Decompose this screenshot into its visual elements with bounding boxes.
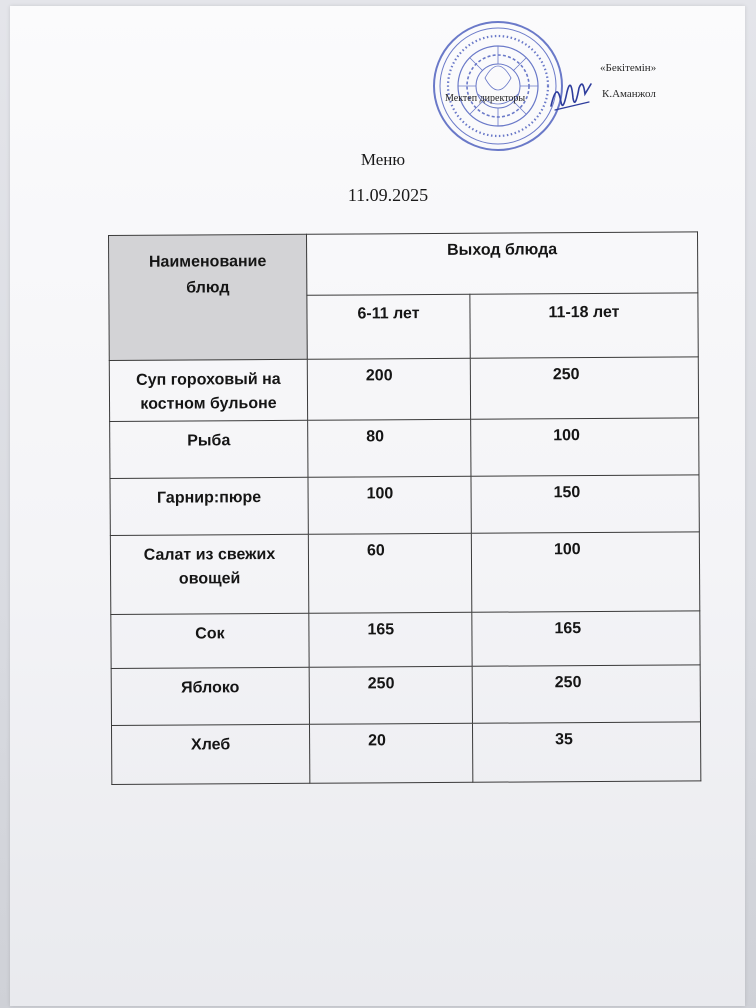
header-output: Выход блюда (306, 232, 697, 296)
portion-11-18: 100 (471, 532, 699, 612)
approval-title: «Бекітемін» (600, 62, 657, 74)
portion-11-18: 150 (471, 475, 699, 533)
portion-6-11: 100 (308, 476, 471, 534)
portion-11-18: 250 (472, 665, 700, 723)
dish-name: Сок (111, 613, 309, 668)
dish-name: Яблоко (111, 667, 309, 725)
dish-name: Суп гороховый на костном бульоне (109, 359, 307, 421)
dish-name: Салат из свежих овощей (110, 534, 308, 614)
table-row (110, 418, 699, 479)
director-label: Мектеп директоры (445, 93, 526, 104)
portion-11-18: 165 (472, 611, 700, 666)
portion-11-18: 250 (470, 357, 698, 419)
portion-11-18: 35 (472, 722, 700, 782)
table-row (109, 357, 698, 422)
header-dish-name (109, 234, 308, 360)
header-age-6-11: 6-11 лет (307, 295, 470, 360)
portion-6-11: 165 (309, 612, 472, 667)
portion-6-11: 60 (308, 533, 471, 613)
director-signature (545, 72, 597, 116)
menu-table (108, 231, 701, 785)
table-row (111, 611, 700, 669)
approval-name: К.Аманжол (602, 88, 656, 100)
portion-6-11: 20 (309, 723, 472, 783)
table-row (110, 532, 699, 615)
table-row (111, 722, 700, 785)
page-title: Меню (360, 150, 406, 169)
portion-6-11: 80 (308, 419, 471, 477)
dish-name: Хлеб (111, 724, 309, 784)
menu-date: 11.09.2025 (347, 185, 429, 205)
header-age-11-18: 11-18 лет (470, 293, 698, 358)
table-row (111, 665, 700, 726)
portion-6-11: 200 (307, 358, 470, 420)
portion-11-18: 100 (471, 418, 699, 476)
dish-name: Рыба (110, 420, 308, 478)
dish-name: Гарнир:пюре (110, 477, 308, 535)
header-dish-name-label: Наименование блюд (148, 253, 267, 297)
portion-6-11: 250 (309, 666, 472, 724)
table-row (110, 475, 699, 536)
